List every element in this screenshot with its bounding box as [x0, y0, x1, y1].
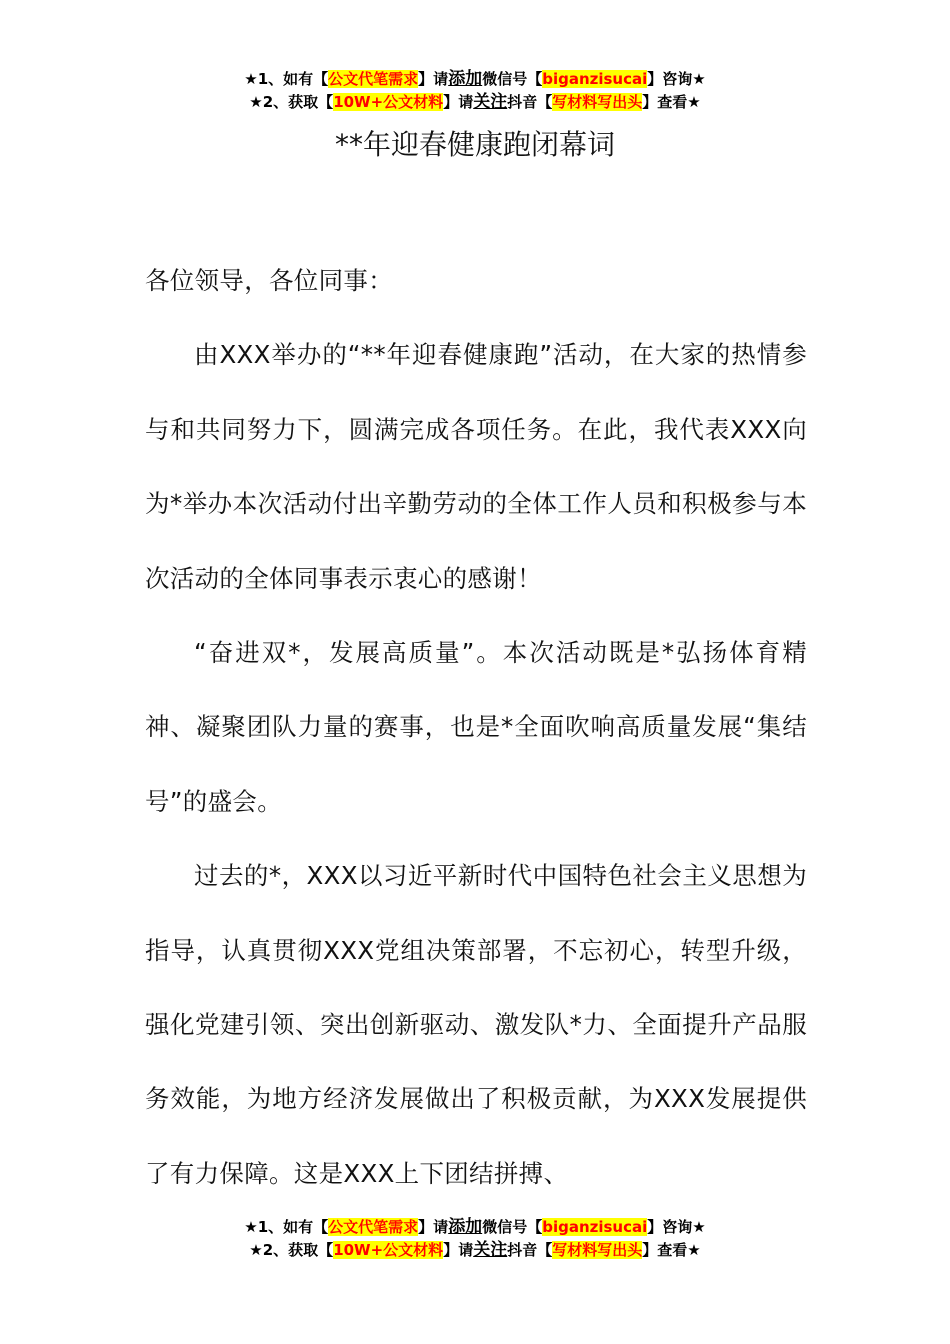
- banner-line-2: [0, 91, 950, 114]
- banner-text: ★2、获取【: [249, 1241, 334, 1259]
- banner-line-2: [0, 1239, 950, 1262]
- banner-text: ★1、如有【: [244, 1218, 329, 1236]
- banner-text: 】查看★: [642, 93, 701, 111]
- banner-text: 】查看★: [642, 1241, 701, 1259]
- banner-text: 】咨询★: [647, 70, 706, 88]
- banner-highlight: 公文代笔需求: [328, 1218, 419, 1236]
- banner-emphasis: 关注: [473, 92, 508, 112]
- banner-wechat-id: biganzisucai: [542, 70, 648, 88]
- banner-highlight: 公文代笔需求: [328, 70, 419, 88]
- paragraph-3: 过去的*，XXX以习近平新时代中国特色社会主义思想为指导，认真贯彻XXX党组决策部署，不忘初心，转型升级，强化党建引领、突出创新驱动、激发队*力、全面提升产品服务效能，为地方经济发展做出了积极贡献，为XXX发展提供了有力保障。这是XXX上下团结拼搏、: [145, 861, 807, 1188]
- banner-highlight: 写材料写出头: [552, 1241, 643, 1259]
- banner-highlight: 10W+公文材料: [333, 93, 444, 111]
- banner-wechat-id: biganzisucai: [542, 1218, 648, 1236]
- banner-text: 】请: [418, 1218, 449, 1236]
- banner-line-1: [0, 1216, 950, 1239]
- bottom-banner: [0, 1216, 950, 1262]
- banner-text: 】请: [443, 1241, 474, 1259]
- banner-text: ★2、获取【: [249, 93, 334, 111]
- banner-highlight: 10W+公文材料: [333, 1241, 444, 1259]
- paragraph-2: “奋进双*，发展高质量”。本次活动既是*弘扬体育精神、凝聚团队力量的赛事，也是*全面吹响高质量发展“集结号”的盛会。: [145, 638, 807, 816]
- banner-text: 抖音【: [507, 1241, 553, 1259]
- banner-text: 】请: [418, 70, 449, 88]
- banner-text: 抖音【: [507, 93, 553, 111]
- banner-text: ★1、如有【: [244, 70, 329, 88]
- paragraph-1: 由XXX举办的“**年迎春健康跑”活动，在大家的热情参与和共同努力下，圆满完成各项任务。在此，我代表XXX向为*举办本次活动付出辛勤劳动的全体工作人员和积极参与本次活动的全体同事表示衷心的感谢！: [145, 340, 807, 593]
- banner-text: 】咨询★: [647, 1218, 706, 1236]
- document-title: **年迎春健康跑闭幕词: [334, 128, 615, 161]
- salutation: 各位领导，各位同事：: [145, 266, 393, 295]
- banner-line-1: [0, 68, 950, 91]
- banner-text: 微信号【: [482, 70, 543, 88]
- banner-emphasis: 关注: [473, 1240, 508, 1260]
- document-body: [145, 244, 807, 1211]
- banner-highlight: 写材料写出头: [552, 93, 643, 111]
- banner-text: 微信号【: [482, 1218, 543, 1236]
- banner-emphasis: 添加: [448, 1217, 483, 1237]
- banner-text: 】请: [443, 93, 474, 111]
- banner-emphasis: 添加: [448, 69, 483, 89]
- top-banner: [0, 68, 950, 114]
